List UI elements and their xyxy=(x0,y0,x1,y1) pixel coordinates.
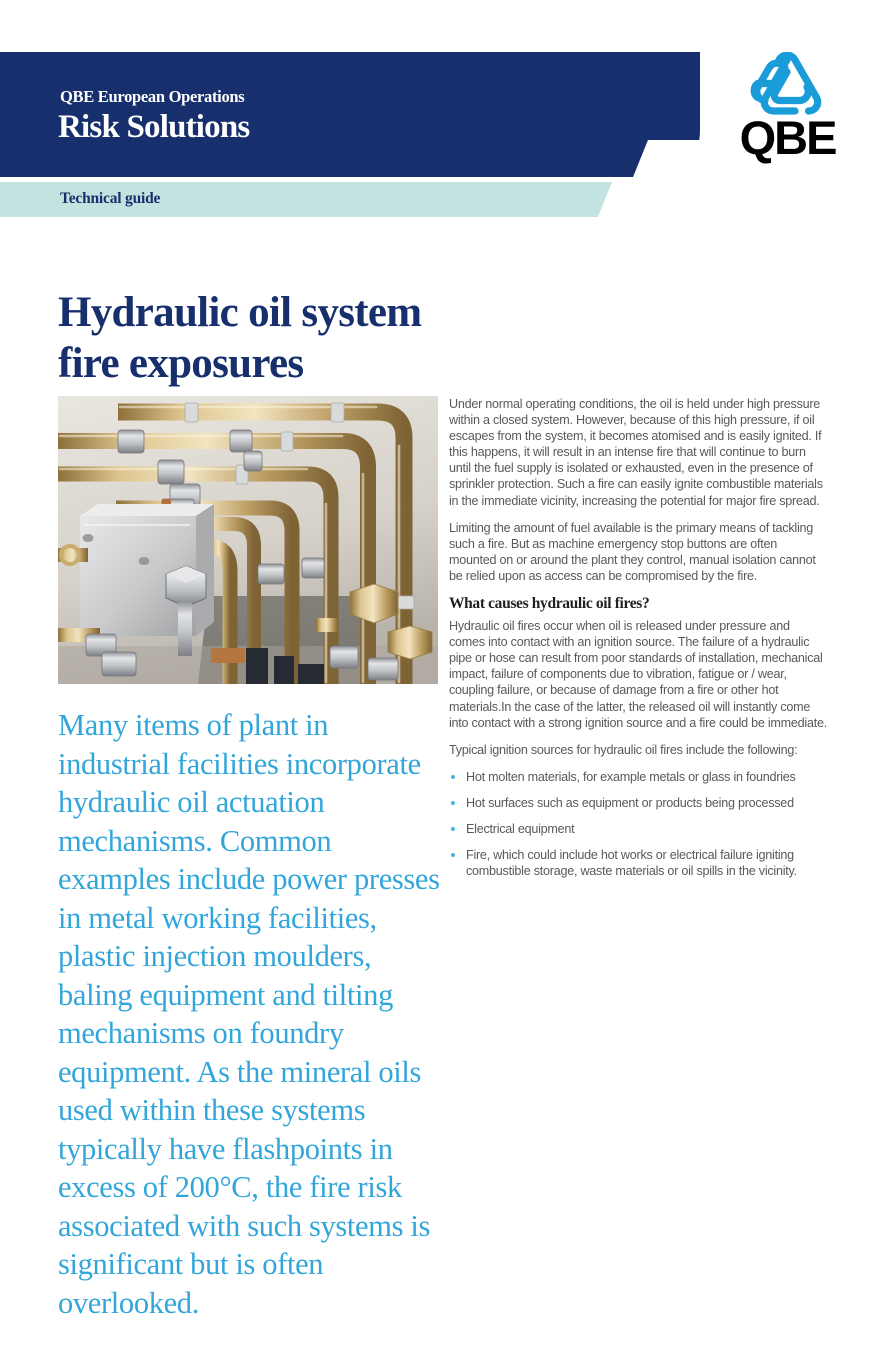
brand-eyebrow: QBE European Operations xyxy=(60,87,245,106)
bullet-dot-icon xyxy=(451,775,455,779)
body-paragraph-4: Typical ignition sources for hydraulic oil fires include the following: xyxy=(449,742,798,757)
body-paragraph-2: Limiting the amount of fuel available is the primary means of tackling such a fire. But as machine emergency stop buttons are often mounted on or around the plant they control, manual isolation cannot be relied upon as access can be compromised by the fire. xyxy=(449,520,816,583)
list-item-label: Electrical equipment xyxy=(466,821,575,836)
body-paragraph-3: Hydraulic oil fires occur when oil is released under pressure and comes into contact with an ignition source. The failure of a hydraulic pipe or hose can result from poor standards of installation, mechanical impact, failure of components due to vibration, fatigue or / wear, coupling failure, or because of damage from a fire or other hot materials.In the case of the latter, the released oil will instantly come into contact with a strong ignition source and a fire could be immediate. xyxy=(449,619,827,730)
page-title xyxy=(58,287,678,389)
page-title-line-2: fire exposures xyxy=(58,339,304,387)
right-column xyxy=(449,396,827,889)
list-item-label: Hot molten materials, for example metals or glass in foundries xyxy=(466,769,796,784)
qbe-trefoil-icon xyxy=(745,52,829,118)
bullet-dot-icon xyxy=(451,853,455,857)
brand-title: Risk Solutions xyxy=(58,109,250,145)
list-item xyxy=(449,769,827,785)
intro-paragraph: Many items of plant in industrial facilities incorporate hydraulic oil actuation mechanisms. Common examples include power presses in metal working facilities, plastic injection moulders, baling equipment and tilting mechanisms on foundry equipment. As the mineral oils used within these systems typically have flashpoints in excess of 200°C, the fire risk associated with such systems is significant but is often overlooked. xyxy=(58,708,440,1320)
subtitle-band-notch xyxy=(597,182,674,218)
page-title-line-1: Hydraulic oil system xyxy=(58,288,422,336)
list-item xyxy=(449,795,827,811)
section-heading-what-causes: What causes hydraulic oil fires? xyxy=(449,595,650,613)
left-column xyxy=(58,396,438,1353)
list-item xyxy=(449,821,827,837)
ignition-sources-list xyxy=(449,769,827,879)
body-paragraph-1: Under normal operating conditions, the oil is held under high pressure within a closed system. However, because of this high pressure, if oil escapes from the system, it becomes atomised and is easily ignited. If this happens, it will result in an intense fire that will continue to burn until the fuel supply is isolated or exhausted, even in the presence of sprinkler protection. Such a fire can easily ignite combustible materials in the immediate vicinity, increasing the potential for major fire spread. xyxy=(449,397,823,508)
qbe-logo xyxy=(735,52,840,167)
qbe-wordmark: QBE xyxy=(739,111,836,164)
bullet-dot-icon xyxy=(451,801,455,805)
hydraulic-pipework-photo xyxy=(58,396,438,684)
list-item-label: Fire, which could include hot works or electrical failure igniting combustible storage, waste materials or oil spills in the vicinity. xyxy=(466,848,797,879)
subtitle-label: Technical guide xyxy=(60,190,161,207)
list-item-label: Hot surfaces such as equipment or products being processed xyxy=(466,795,794,810)
bullet-dot-icon xyxy=(451,827,455,831)
header-banner xyxy=(0,52,700,177)
list-item xyxy=(449,847,827,879)
subtitle-band xyxy=(0,182,655,217)
